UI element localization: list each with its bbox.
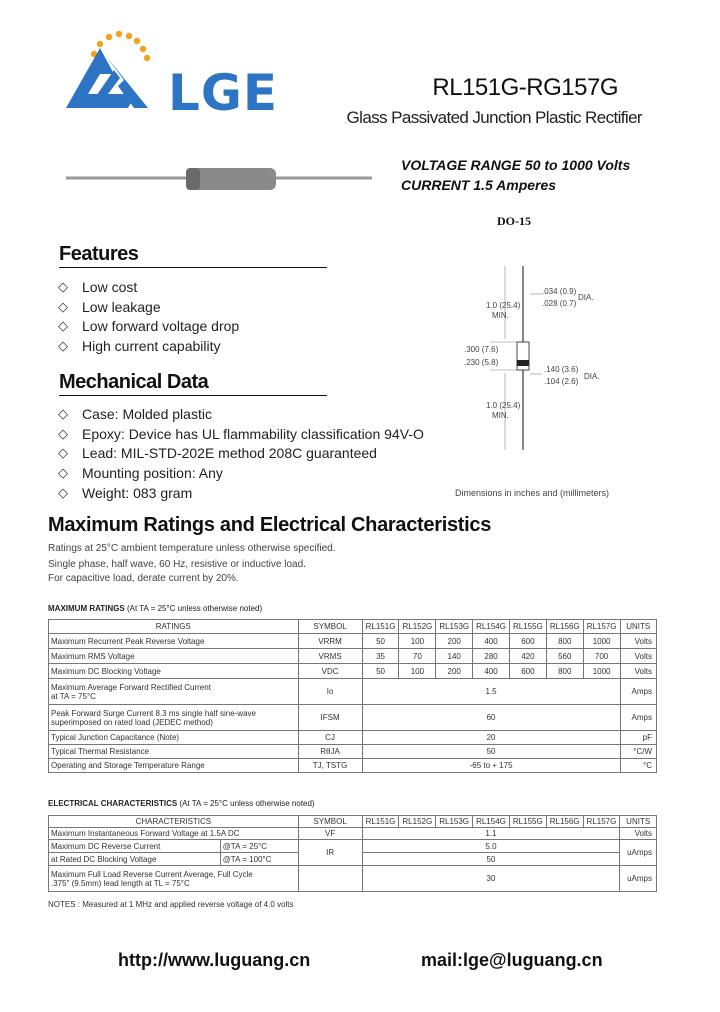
max-ratings-title: MAXIMUM RATINGS (At TA = 25°C unless otherwise noted) bbox=[48, 604, 263, 613]
table-row: Peak Forward Surge Current 8.3 ms single half sine-wave superimposed on rated load (JEDEC method) IFSM 60 Amps bbox=[49, 705, 657, 731]
table-row: Maximum RMS Voltage VRMS 35 70 140 280 420 560 700 Volts bbox=[49, 649, 657, 664]
mechanical-list bbox=[58, 404, 424, 502]
table-row: Maximum Full Load Reverse Current Average, Full Cycle .375" (9.5mm) lead length at TL = 75°C 30 uAmps bbox=[49, 866, 657, 892]
table-row: Maximum Recurrent Peak Reverse Voltage VRRM 50 100 200 400 600 800 1000 Volts bbox=[49, 634, 657, 649]
list-item: ◇ Mounting position: Any bbox=[58, 464, 223, 481]
dim-body-len-1: .300 (7.6) bbox=[464, 345, 499, 354]
dim-lead-dia-1: .034 (0.9) bbox=[542, 287, 577, 296]
table-row: Typical Thermal Resistance RθJA 50 °C/W bbox=[49, 745, 657, 759]
ratings-heading: Maximum Ratings and Electrical Characteristics bbox=[48, 514, 492, 536]
list-item: ◇ Epoxy: Device has UL flammability classification 94V-O bbox=[58, 425, 424, 442]
dim-lead-len-top: 1.0 (25.4) bbox=[486, 301, 521, 310]
dimension-caption: Dimensions in inches and (millimeters) bbox=[455, 488, 610, 498]
diamond-icon: ◇ bbox=[58, 278, 68, 294]
dim-body-dia-1: .140 (3.6) bbox=[544, 365, 579, 374]
package-name: DO-15 bbox=[497, 214, 531, 228]
ratings-note-2: Single phase, half wave, 60 Hz, resistive or inductive load. bbox=[48, 559, 306, 570]
dim-lead-len-top-min: MIN. bbox=[492, 311, 509, 320]
current-rating: CURRENT 1.5 Amperes bbox=[401, 177, 557, 193]
page-title: RL151G-RG157G bbox=[432, 74, 618, 101]
table-header-row: CHARACTERISTICS SYMBOL RL151G RL152G RL153G RL154G RL155G RL156G RL157G UNITS bbox=[49, 816, 657, 828]
list-item: ◇ Low leakage bbox=[58, 298, 161, 315]
list-item: ◇ Case: Molded plastic bbox=[58, 405, 212, 422]
list-item: ◇ Low forward voltage drop bbox=[58, 318, 240, 335]
diamond-icon: ◇ bbox=[58, 425, 68, 441]
dim-body-dia-2: .104 (2.6) bbox=[544, 377, 579, 386]
logo-text: LGE bbox=[168, 64, 279, 122]
dim-lead-len-bot: 1.0 (25.4) bbox=[486, 401, 521, 410]
table-row: at Rated DC Blocking Voltage @TA = 100°C 50 bbox=[49, 853, 657, 866]
electrical-title: ELECTRICAL CHARACTERISTICS (At TA = 25°C unless otherwise noted) bbox=[48, 799, 315, 808]
table-header-row: RATINGS SYMBOL RL151G RL152G RL153G RL154G RL155G RL156G RL157G UNITS bbox=[49, 620, 657, 634]
diamond-icon: ◇ bbox=[58, 405, 68, 421]
list-item: ◇ Weight: 083 gram bbox=[58, 484, 193, 501]
diode-illustration bbox=[62, 160, 382, 200]
ratings-note-3: For capacitive load, derate current by 20%. bbox=[48, 573, 239, 584]
diamond-icon: ◇ bbox=[58, 318, 68, 334]
list-item: ◇ Lead: MIL-STD-202E method 208C guaranteed bbox=[58, 445, 377, 462]
diamond-icon: ◇ bbox=[58, 445, 68, 461]
mechanical-underline bbox=[59, 395, 327, 396]
electrical-table bbox=[48, 815, 657, 892]
package-dimension-drawing bbox=[450, 234, 650, 484]
table-row: Maximum DC Reverse Current @TA = 25°C IR 5.0 uAmps bbox=[49, 840, 657, 853]
website-link[interactable]: http://www.luguang.cn bbox=[118, 950, 311, 970]
logo-emblem bbox=[62, 30, 170, 114]
diamond-icon: ◇ bbox=[58, 464, 68, 480]
voltage-range: VOLTAGE RANGE 50 to 1000 Volts bbox=[401, 157, 631, 173]
logo-triangle bbox=[66, 48, 148, 108]
features-list bbox=[58, 277, 239, 356]
list-item: ◇ High current capability bbox=[58, 337, 221, 354]
max-ratings-table bbox=[48, 619, 657, 773]
dim-lead-len-bot-min: MIN. bbox=[492, 411, 509, 420]
diamond-icon: ◇ bbox=[58, 298, 68, 314]
notes: NOTES : Measured at 1 MHz and applied reverse voltage of 4.0 volts bbox=[48, 900, 294, 909]
table-row: Typical Junction Capacitance (Note) CJ 20 pF bbox=[49, 731, 657, 745]
mechanical-heading: Mechanical Data bbox=[59, 371, 209, 393]
dim-lead-dia-label: DIA. bbox=[578, 293, 594, 302]
diamond-icon: ◇ bbox=[58, 484, 68, 500]
table-row: Operating and Storage Temperature Range TJ, TSTG -65 to + 175 °C bbox=[49, 759, 657, 773]
features-underline bbox=[59, 267, 327, 268]
table-row: Maximum DC Blocking Voltage VDC 50 100 200 400 600 800 1000 Volts bbox=[49, 664, 657, 679]
page-subtitle: Glass Passivated Junction Plastic Rectifier bbox=[346, 108, 642, 127]
dim-body-len-2: .230 (5.8) bbox=[464, 358, 499, 367]
table-row: Maximum Instantaneous Forward Voltage at 1.5A DC VF 1.1 Volts bbox=[49, 828, 657, 840]
ratings-note-1: Ratings at 25°C ambient temperature unless otherwise specified. bbox=[48, 543, 336, 554]
list-item: ◇ Low cost bbox=[58, 278, 138, 295]
features-heading: Features bbox=[59, 243, 139, 265]
table-row: Maximum Average Forward Rectified Current at TA = 75°C Io 1.5 Amps bbox=[49, 679, 657, 705]
email-link[interactable]: mail:lge@luguang.cn bbox=[421, 950, 603, 970]
dim-body-dia-label: DIA. bbox=[584, 372, 600, 381]
diamond-icon: ◇ bbox=[58, 337, 68, 353]
dim-lead-dia-2: .028 (0.7) bbox=[542, 299, 577, 308]
